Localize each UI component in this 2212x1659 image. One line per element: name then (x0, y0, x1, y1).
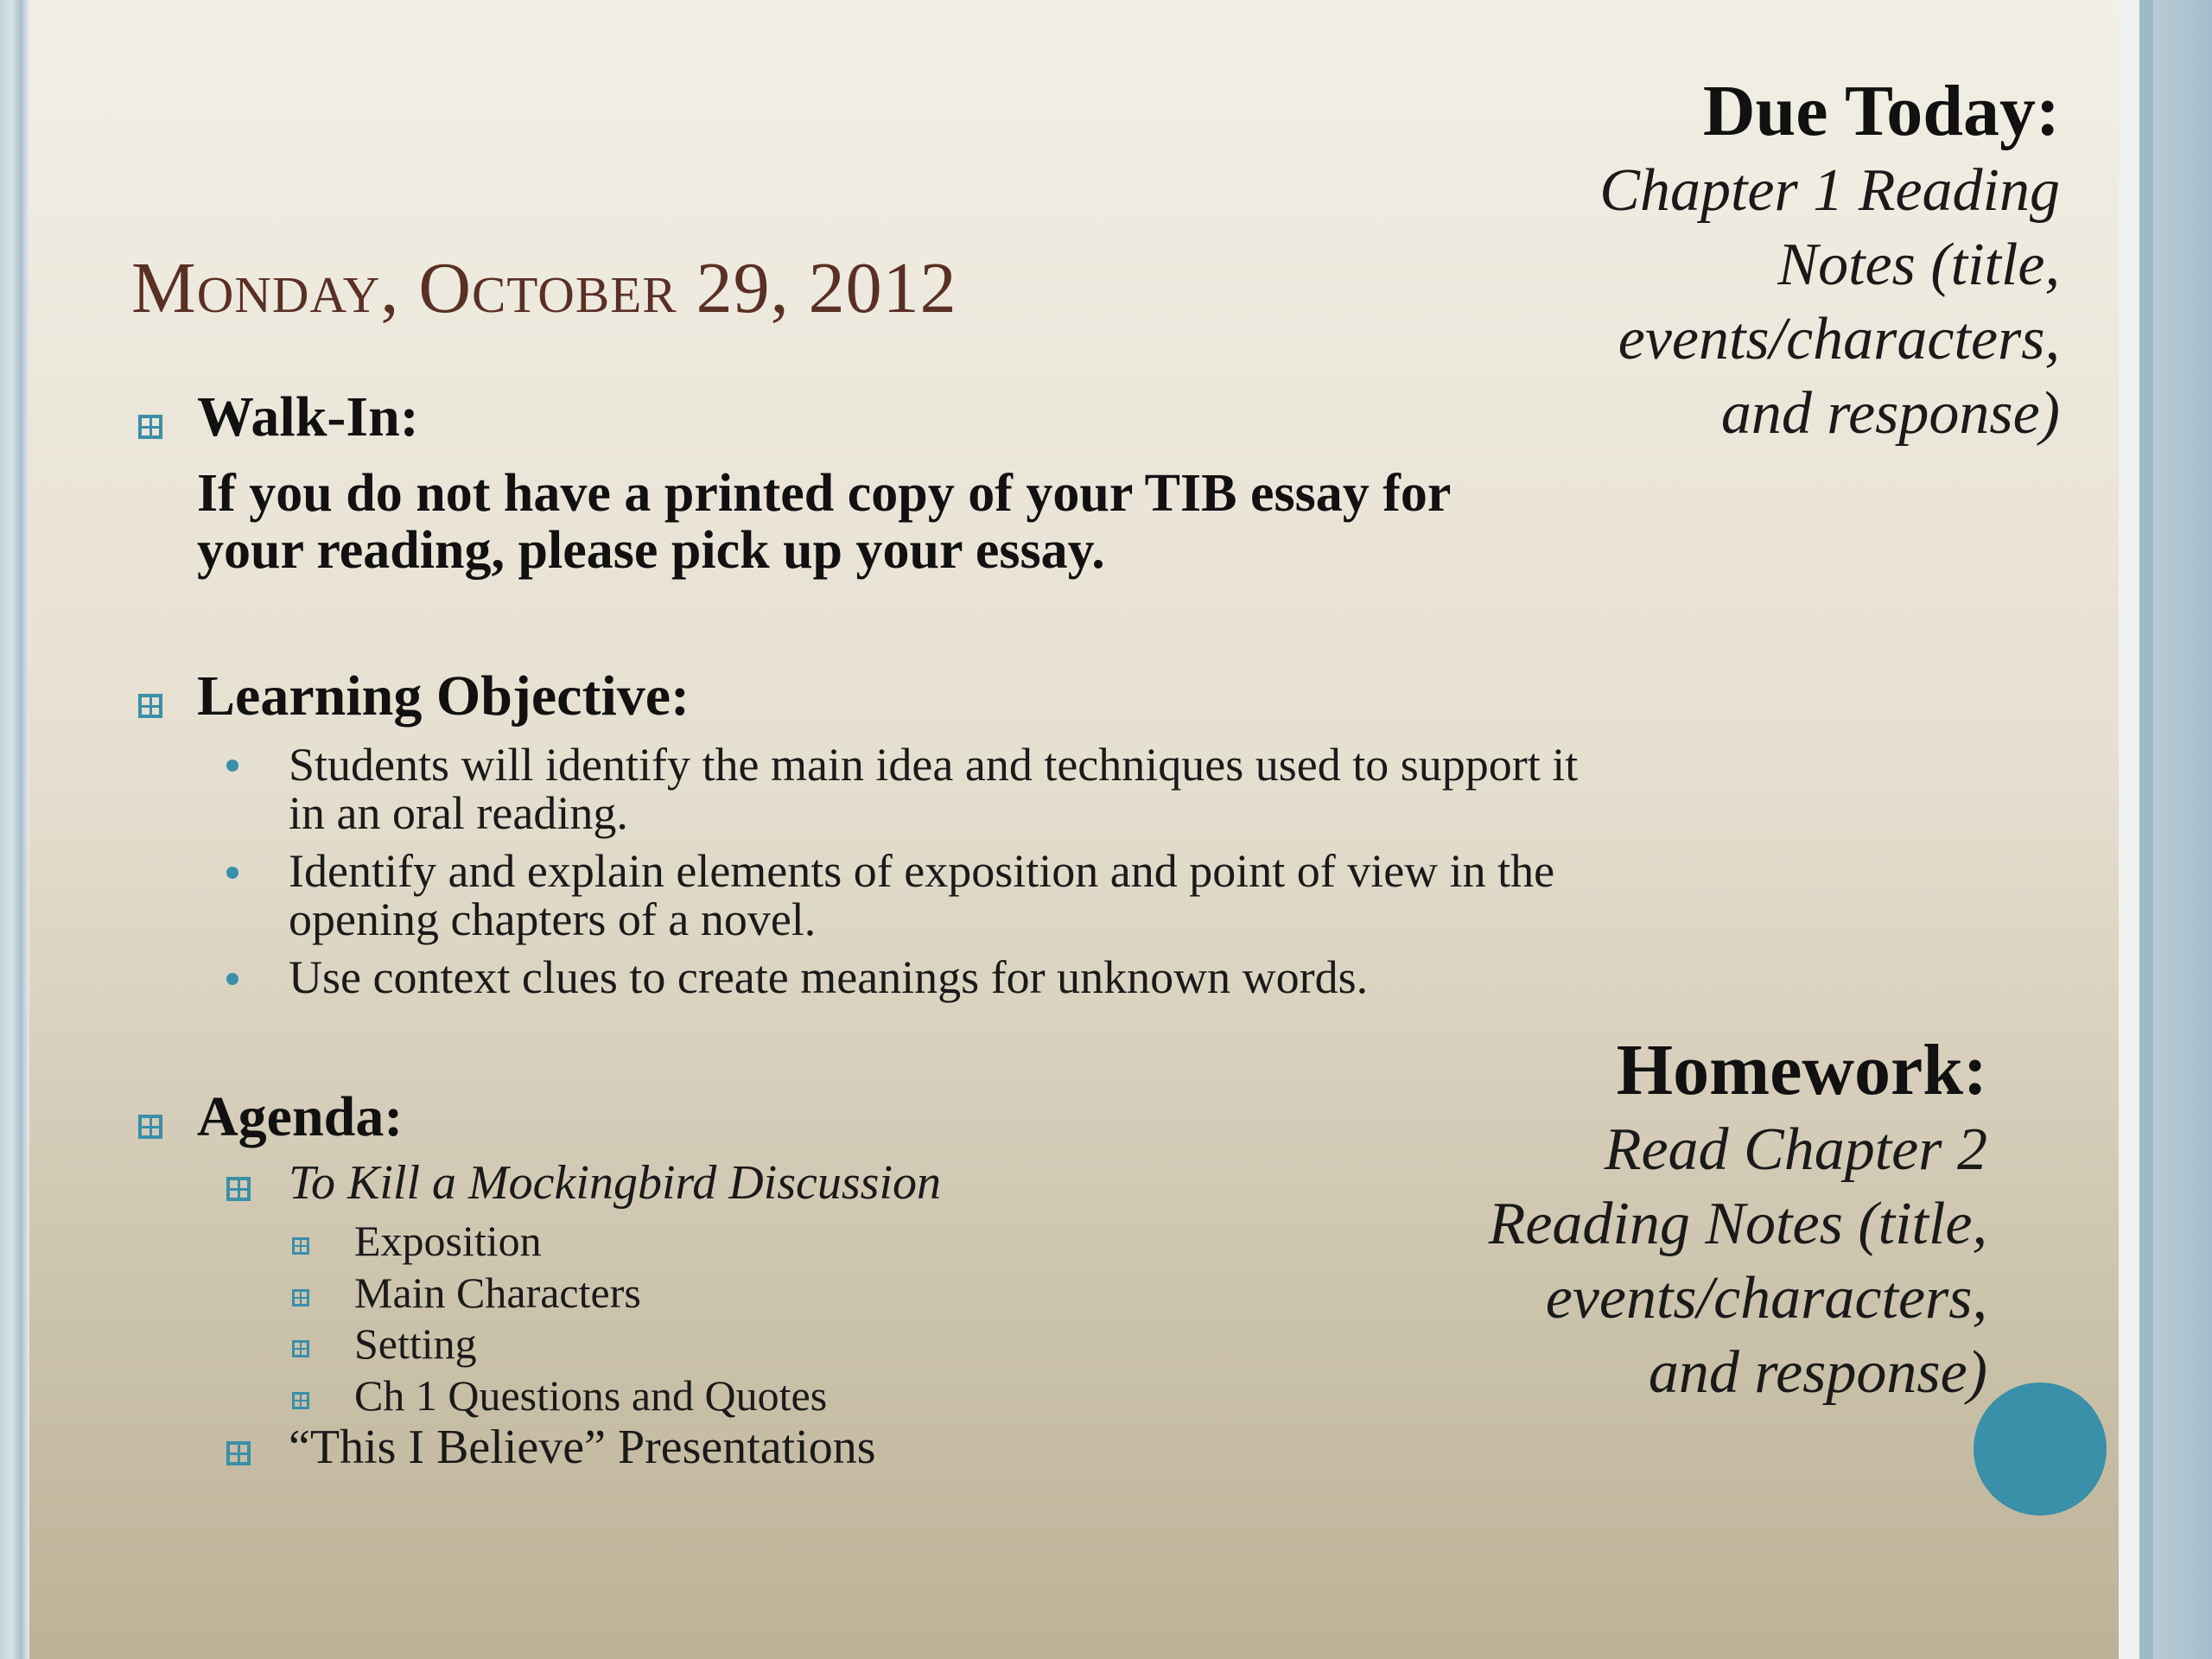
due-today-line: and response) (1720, 380, 2060, 447)
dot-bullet-icon (226, 867, 238, 879)
right-border-stripe-blue (2153, 0, 2212, 1659)
walk-in-heading: Walk-In: (197, 385, 419, 448)
homework-line: Read Chapter 2 (1604, 1116, 1987, 1183)
objective-item (289, 847, 1999, 944)
objective-line: Students will identify the main idea and techniques used to support it (289, 739, 1579, 791)
dot-bullet-icon (226, 760, 238, 772)
agenda-presentations: “This I Believe” Presentations (289, 1421, 876, 1474)
small-square-bullet-icon (292, 1392, 309, 1409)
objective-line: Use context clues to create meanings for unknown words. (289, 951, 1369, 1003)
agenda-sub-item: Ch 1 Questions and Quotes (354, 1371, 828, 1420)
homework-line: and response) (1648, 1339, 1987, 1406)
agenda-heading: Agenda: (197, 1085, 404, 1148)
decorative-circle (1974, 1382, 2107, 1516)
agenda-sub-item: Setting (354, 1319, 477, 1368)
small-square-bullet-icon (292, 1237, 309, 1255)
walk-in-line: your reading, please pick up your essay. (197, 521, 1105, 580)
left-border-strip (0, 0, 29, 1659)
square-bullet-icon (138, 694, 162, 718)
walk-in-line: If you do not have a printed copy of your TIB essay for (197, 464, 1452, 523)
agenda-discussion: To Kill a Mockingbird Discussion (289, 1156, 942, 1210)
homework-title: Homework: (1616, 1030, 1987, 1110)
agenda-sub-item: Exposition (354, 1217, 542, 1265)
homework-block (1296, 1028, 1987, 1410)
due-today-line: Notes (title, (1777, 232, 2060, 298)
square-bullet-icon (138, 415, 162, 439)
right-border-stripe-light (2119, 0, 2139, 1659)
objective-line: Identify and explain elements of exposition and point of view in the (289, 845, 1555, 897)
learning-objective-heading: Learning Objective: (197, 664, 690, 728)
objective-item (289, 741, 1999, 837)
slide-title: Monday, October 29, 2012 (131, 248, 957, 328)
objective-item (289, 953, 1999, 1001)
small-square-bullet-icon (292, 1340, 309, 1357)
square-bullet-icon (226, 1177, 251, 1201)
due-today-block (1455, 69, 2060, 451)
square-bullet-icon (226, 1441, 251, 1465)
due-today-line: events/characters, (1618, 306, 2060, 372)
dot-bullet-icon (226, 973, 238, 985)
homework-line: Reading Notes (title, (1488, 1191, 1987, 1257)
objective-line: opening chapters of a novel. (289, 893, 817, 945)
small-square-bullet-icon (292, 1289, 309, 1306)
walk-in-text (197, 465, 1925, 579)
homework-line: events/characters, (1545, 1265, 1987, 1332)
objective-line: in an oral reading. (289, 787, 628, 839)
due-today-line: Chapter 1 Reading (1599, 157, 2060, 224)
agenda-sub-item: Main Characters (354, 1268, 641, 1317)
right-border-stripe-accent (2139, 0, 2153, 1659)
due-today-title: Due Today: (1702, 71, 2060, 151)
square-bullet-icon (138, 1115, 162, 1139)
